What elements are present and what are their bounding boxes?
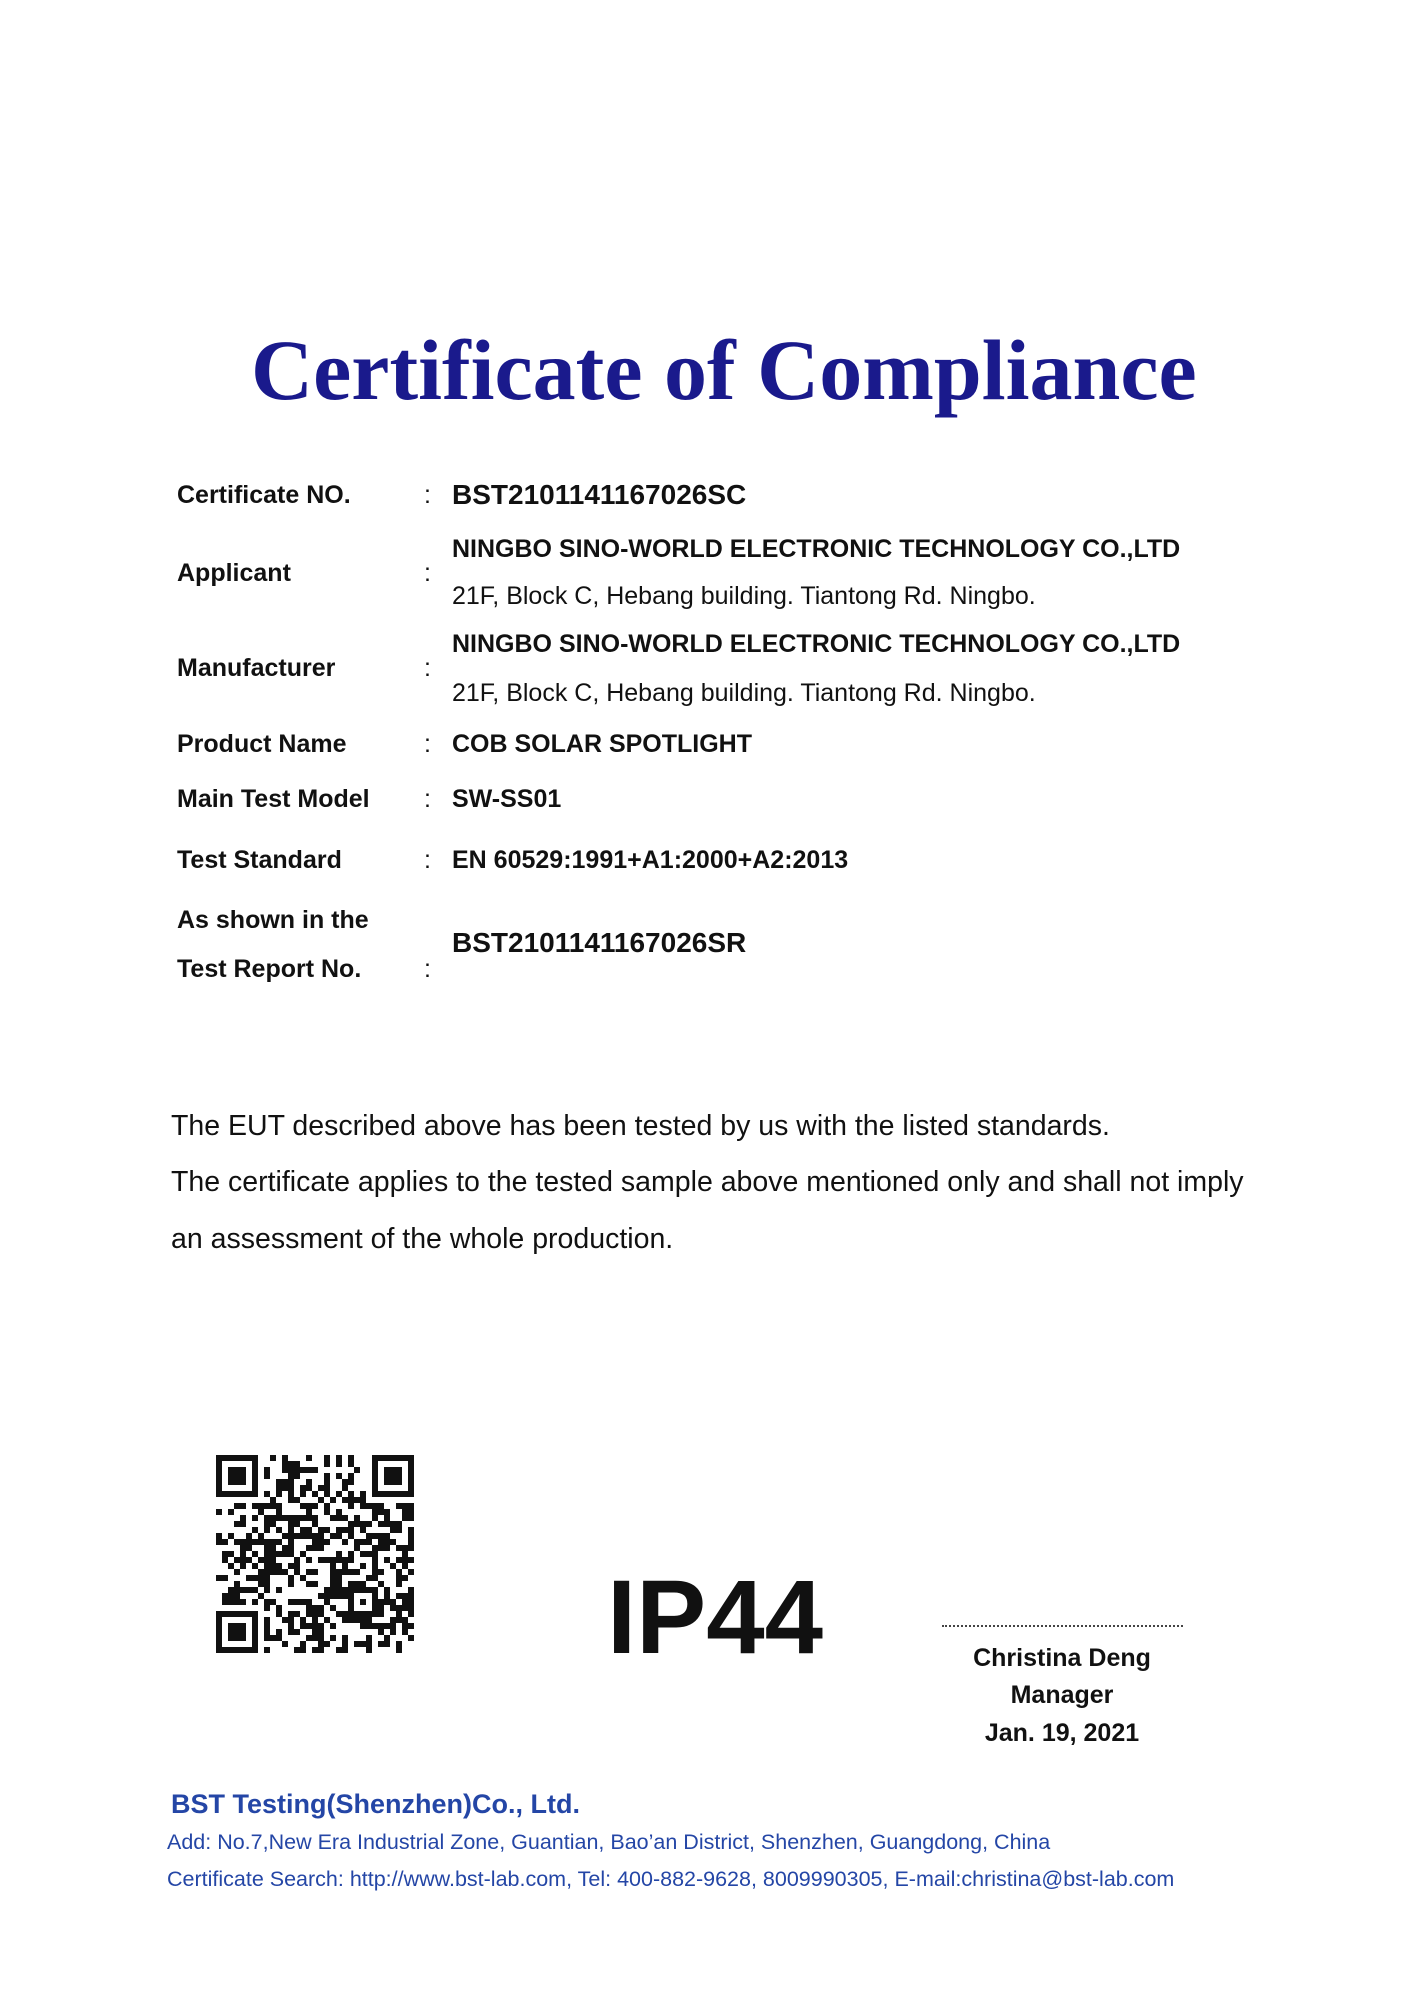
ip-rating: IP44 bbox=[607, 1559, 823, 1676]
qr-code bbox=[216, 1455, 414, 1653]
issuer-address: Add: No.7,New Era Industrial Zone, Guantian, Bao’an District, Shenzhen, Guangdong, China bbox=[167, 1830, 1051, 1854]
qr-modules bbox=[216, 1455, 414, 1653]
signature-line bbox=[942, 1625, 1183, 1627]
test-report-label-line2: Test Report No. bbox=[177, 955, 362, 983]
product-name-label: Product Name bbox=[177, 730, 347, 758]
separator-colon: : bbox=[424, 654, 431, 682]
test-report-value: BST2101141167026SR bbox=[452, 927, 747, 958]
applicant-label: Applicant bbox=[177, 559, 291, 587]
test-report-label-line1: As shown in the bbox=[177, 906, 369, 934]
certificate-no-label: Certificate NO. bbox=[177, 481, 351, 509]
manufacturer-name: NINGBO SINO-WORLD ELECTRONIC TECHNOLOGY CO.,LTD bbox=[452, 630, 1181, 658]
separator-colon: : bbox=[424, 785, 431, 813]
main-test-model-value: SW-SS01 bbox=[452, 785, 562, 813]
product-name-value: COB SOLAR SPOTLIGHT bbox=[452, 730, 752, 758]
test-standard-label: Test Standard bbox=[177, 846, 342, 874]
separator-colon: : bbox=[424, 846, 431, 874]
statement-line: an assessment of the whole production. bbox=[171, 1223, 674, 1255]
manufacturer-address: 21F, Block C, Hebang building. Tiantong Rd. Ningbo. bbox=[452, 679, 1036, 707]
signature-date: Jan. 19, 2021 bbox=[984, 1719, 1140, 1747]
certificate-no-value: BST2101141167026SC bbox=[452, 479, 747, 510]
separator-colon: : bbox=[424, 559, 431, 587]
certificate-title: Certificate of Compliance bbox=[251, 322, 1197, 418]
signatory-name: Christina Deng bbox=[973, 1644, 1151, 1672]
issuer-contact: Certificate Search: http://www.bst-lab.com, Tel: 400-882-9628, 8009990305, E-mail:christina@bst-lab.com bbox=[167, 1867, 1175, 1891]
signatory-title: Manager bbox=[1010, 1681, 1114, 1709]
separator-colon: : bbox=[424, 730, 431, 758]
statement-line: The certificate applies to the tested sample above mentioned only and shall not imply bbox=[171, 1166, 1244, 1198]
separator-colon: : bbox=[424, 955, 431, 983]
manufacturer-label: Manufacturer bbox=[177, 654, 336, 682]
statement-line: The EUT described above has been tested by us with the listed standards. bbox=[171, 1110, 1110, 1142]
applicant-name: NINGBO SINO-WORLD ELECTRONIC TECHNOLOGY CO.,LTD bbox=[452, 535, 1181, 563]
main-test-model-label: Main Test Model bbox=[177, 785, 370, 813]
test-standard-value: EN 60529:1991+A1:2000+A2:2013 bbox=[452, 846, 849, 874]
separator-colon: : bbox=[424, 481, 431, 509]
applicant-address: 21F, Block C, Hebang building. Tiantong Rd. Ningbo. bbox=[452, 582, 1036, 610]
issuer-name: BST Testing(Shenzhen)Co., Ltd. bbox=[171, 1789, 580, 1819]
